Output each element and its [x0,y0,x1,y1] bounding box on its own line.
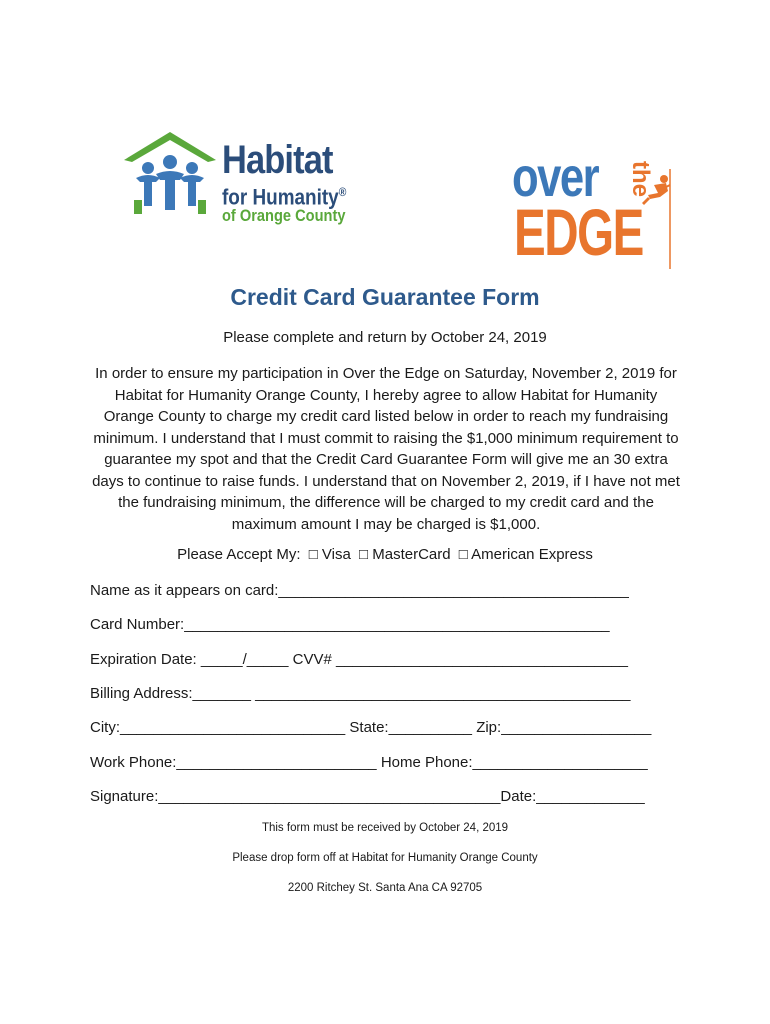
drop-off-address: 2200 Ritchey St. Santa Ana CA 92705 [287,882,483,894]
over-the-edge-logo [512,145,682,269]
agreement-paragraph: In order to ensure my participation in Over the Edge on Saturday, November 2, 2019 for Habitat for Humanity Orange County, I hereby agree to allow Habitat for Humanity Orange County to charge my credit card listed below in order to reach my fundraising minimum. I understand that I must commit to raising the $1,000 minimum requirement to guarantee my spot and that the Credit Card Guarantee Form will give me an 30 extra days to continue to raise funds. I understand that on November 2, 2019, if I have not met the fundraising minimum, the difference will be charged to my credit card and the maximum amount I may be charged is $1,000. [92,365,680,533]
phone-fields[interactable]: Work Phone:________________________ Home Phone:_____________________ [90,754,648,771]
mastercard-checkbox[interactable]: □ MasterCard [359,546,451,563]
ote-edge-word: EDGE [514,195,643,269]
receipt-deadline-note: This form must be received by October 24, 2019 [261,822,509,834]
habitat-house-people-icon [122,128,222,232]
accept-label: Please Accept My: [177,546,301,563]
amex-checkbox[interactable]: □ American Express [458,546,593,563]
city-state-zip-field[interactable]: City:___________________________ State:__________ Zip:__________________ [90,719,652,736]
card-number-field[interactable]: Card Number:___________________________________________________ [90,616,610,633]
ote-over-word: over [512,145,599,208]
habitat-wordmark-county: of Orange County [222,206,346,225]
rappeller-icon [640,169,680,269]
habitat-wordmark-sub: for Humanity® [222,184,347,210]
signature-date-field[interactable]: Signature:_________________________________________Date:_____________ [90,788,645,805]
habitat-wordmark: Habitat [222,138,333,182]
name-on-card-field[interactable]: Name as it appears on card:__________________________________________ [90,582,629,599]
expiration-cvv-field[interactable]: Expiration Date: _____/_____ CVV# ___________________________________ [90,651,628,668]
billing-address-field[interactable]: Billing Address:_______ _____________________________________________ [90,685,631,702]
return-deadline: Please complete and return by October 24, 2019 [223,329,547,346]
card-type-selection [0,546,770,563]
drop-off-note: Please drop form off at Habitat for Humanity Orange County [232,852,538,864]
ote-the-word: the [627,161,654,197]
page-title: Credit Card Guarantee Form [230,284,540,310]
visa-checkbox[interactable]: □ Visa [308,546,351,563]
habitat-logo [122,128,362,232]
